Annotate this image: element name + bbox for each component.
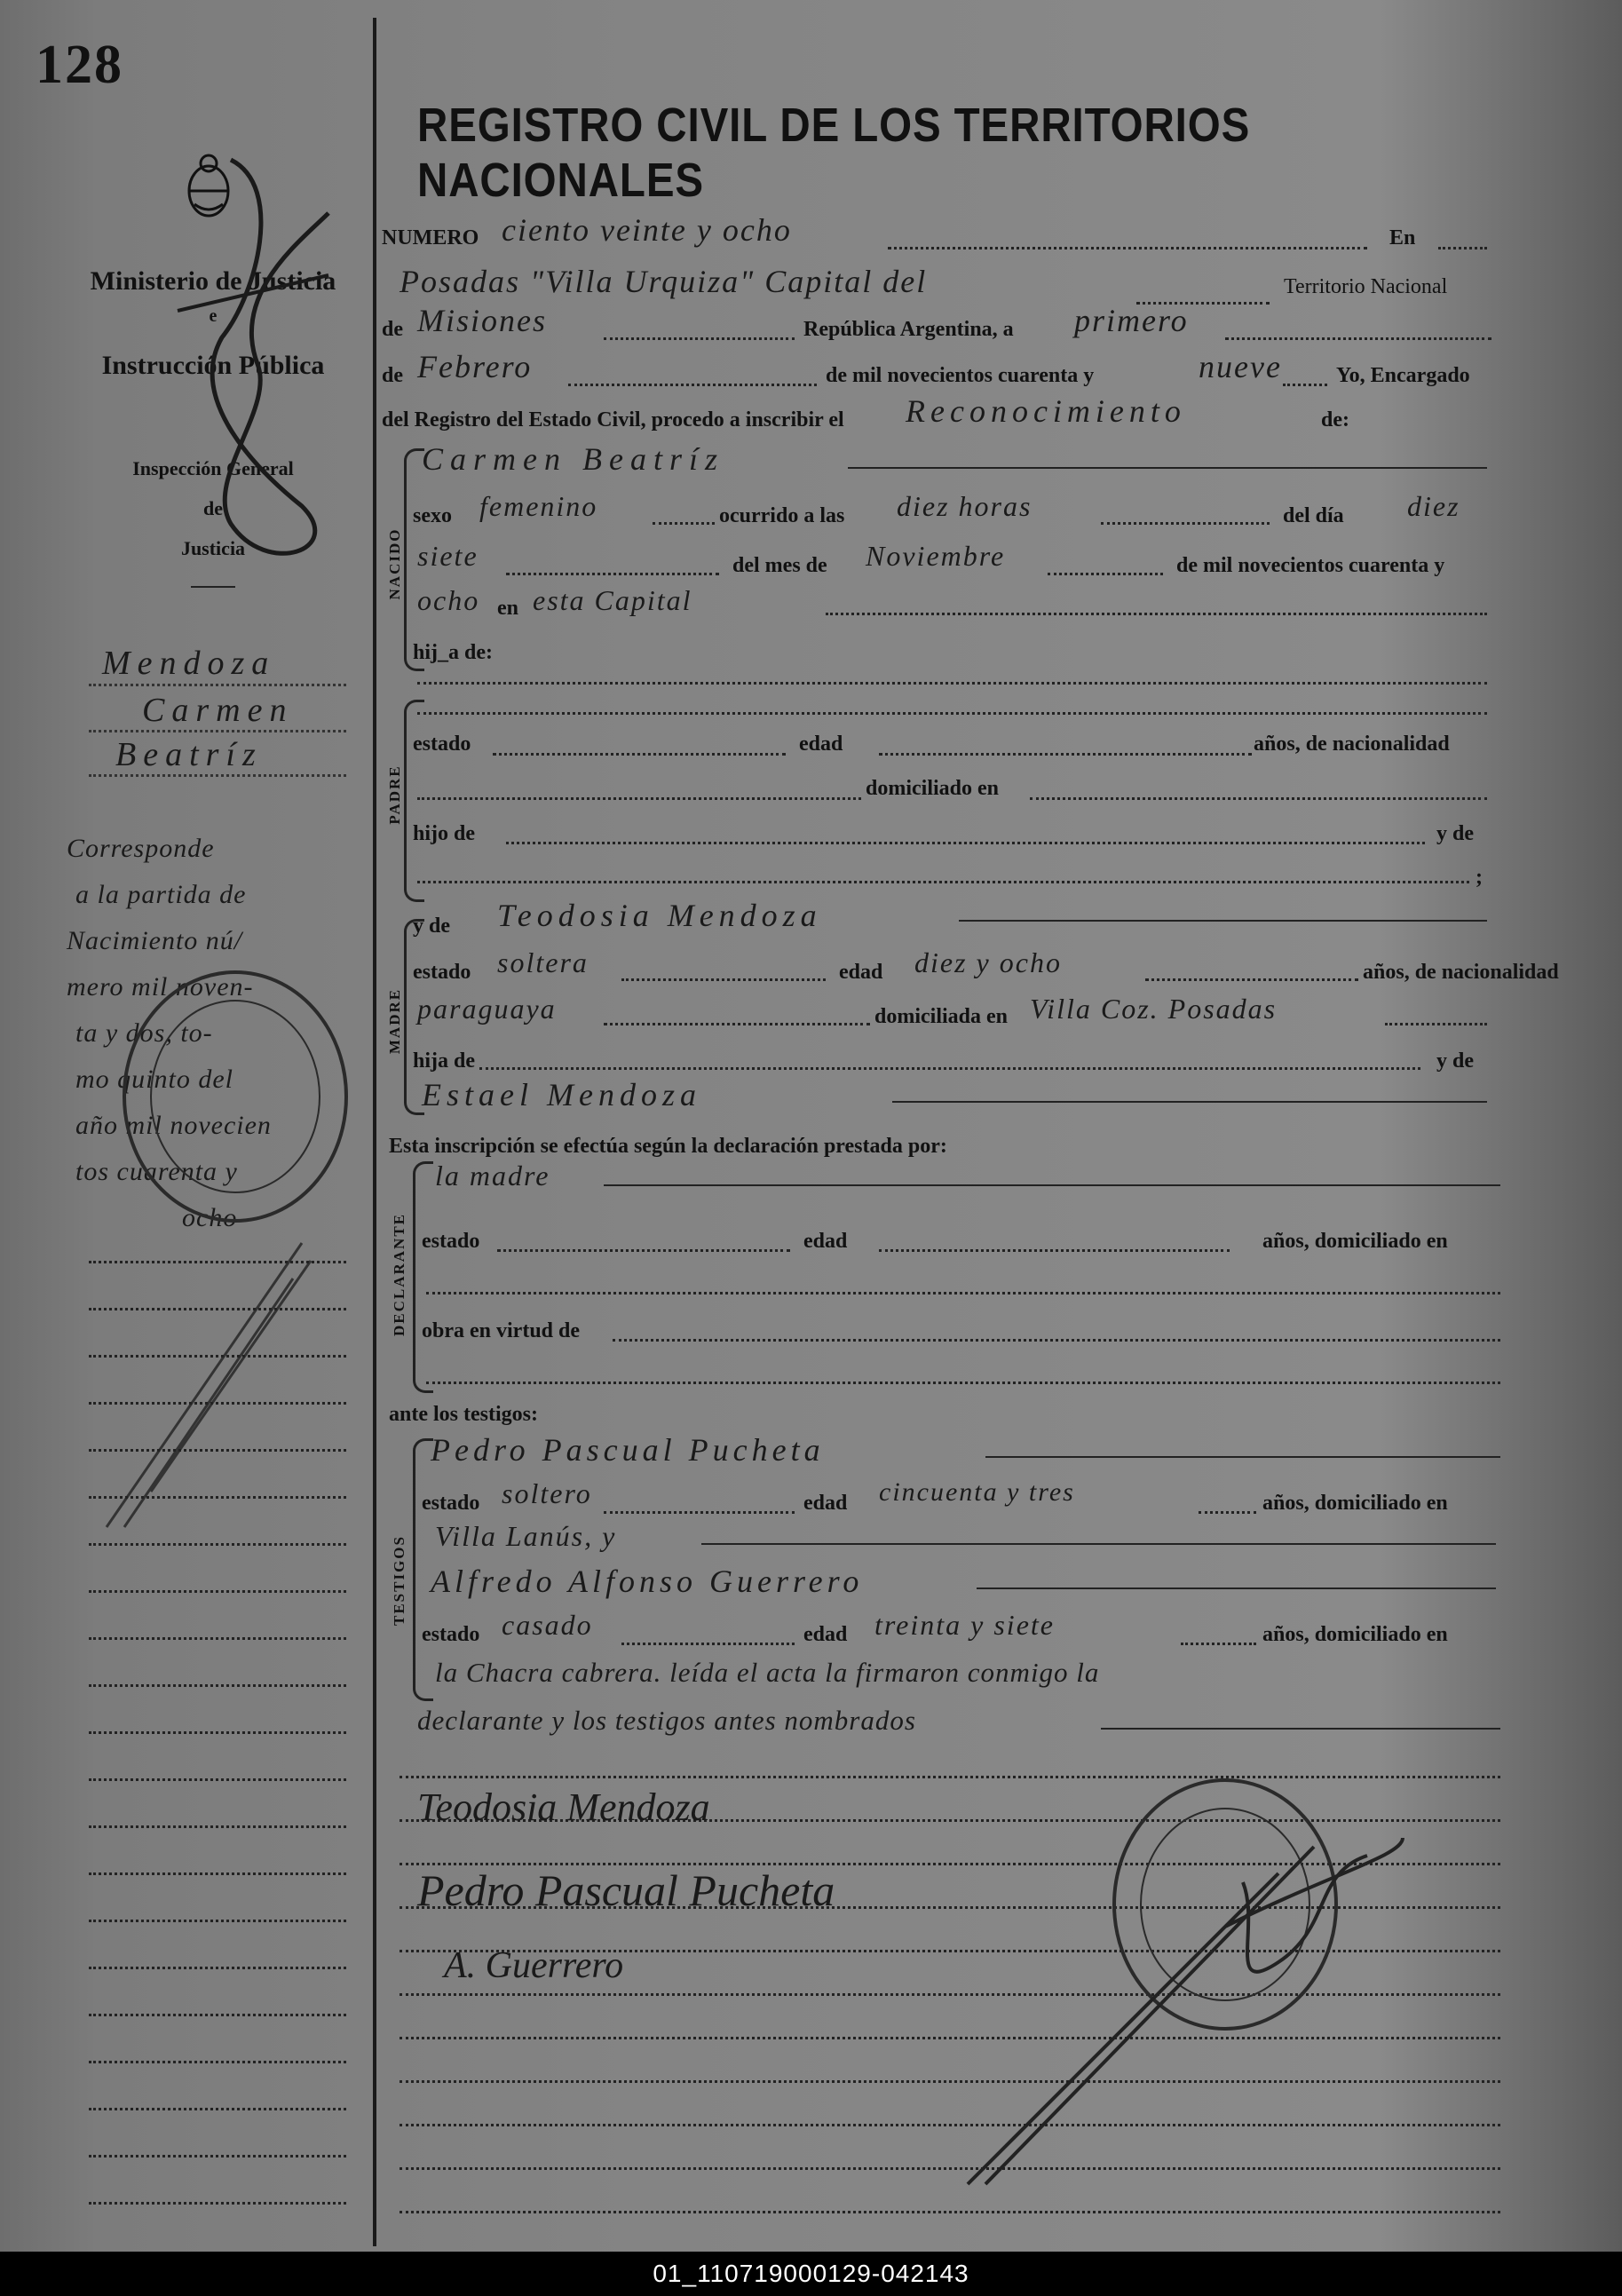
margin-name3: Beatríz [115, 736, 263, 773]
label-del-dia: del día [1283, 504, 1344, 527]
field-madre-domicilio: Villa Coz. Posadas [1030, 993, 1278, 1025]
field-hora: diez horas [897, 490, 1033, 522]
field-cierre: declarante y los testigos antes nombrados [417, 1705, 916, 1736]
side-label-madre: MADRE [386, 987, 403, 1055]
label-domiciliada: domiciliada en [874, 1005, 1009, 1028]
field-madre-estado: soltera [497, 946, 589, 978]
label-anos-dom-declarante: años, domiciliado en [1262, 1230, 1448, 1253]
field-numero: ciento veinte y ocho [502, 212, 792, 248]
margin-ruled-line [89, 1261, 346, 1263]
field-testigo1-estado: soltero [502, 1477, 592, 1509]
side-label-declarante: DECLARANTE [391, 1212, 407, 1336]
field-madre-hija-de: Estael Mendoza [422, 1077, 701, 1112]
label-ocurrido: ocurrido a las [719, 504, 845, 527]
label-en: En [1389, 226, 1416, 249]
field-mes-nac: Noviembre [866, 540, 1006, 572]
label-anos-dom-testigo2: años, domiciliado en [1262, 1623, 1448, 1646]
field-testigo2-estado: casado [502, 1609, 593, 1641]
margin-ruled-line [89, 1872, 346, 1875]
label-edad-madre: edad [839, 961, 883, 984]
margin-note-line: ta y dos, to- [75, 1018, 213, 1048]
label-hija-de: hija de [413, 1049, 476, 1073]
margin-note-line: Nacimiento nú/ [67, 926, 243, 955]
margin-ruled-line [89, 2108, 346, 2110]
margin-ruled-line [89, 1825, 346, 1828]
margin-ruled-line [89, 1778, 346, 1781]
field-nombre: Carmen Beatríz [422, 441, 724, 477]
field-madre-edad: diez y ocho [914, 946, 1062, 978]
margin-note-line: Corresponde [67, 834, 215, 863]
margin-ruled-line [89, 1731, 346, 1734]
margin-name1: Mendoza [102, 645, 276, 682]
label-territorio: Territorio Nacional [1284, 275, 1448, 298]
label-estado-testigo2: estado [422, 1623, 480, 1646]
official-stamp-icon [115, 963, 355, 1230]
margin-ruled-line [89, 1449, 346, 1452]
margin-note-line: año mil novecien [75, 1111, 272, 1140]
margin-divider [373, 18, 376, 2246]
label-de-mil2: de mil novecientos cuarenta y [1176, 554, 1445, 577]
field-territorio: Misiones [417, 303, 547, 338]
folio-number: 128 [36, 35, 123, 95]
field-testigo1-edad: cincuenta y tres [879, 1477, 1075, 1507]
inspection-line3: Justicia [180, 537, 246, 559]
margin-ruled-line [89, 1967, 346, 1969]
footer-caption: 01_110719000129-042143 [0, 2252, 1622, 2296]
label-anos-dom-testigo1: años, domiciliado en [1262, 1492, 1448, 1515]
label-estado-padre: estado [413, 732, 471, 756]
field-testigo2-domicilio: la Chacra cabrera. leída el acta la firmaron conmigo la [435, 1657, 1100, 1688]
field-anio-nac: ocho [417, 584, 480, 616]
label-estado-madre: estado [413, 961, 471, 984]
field-madre-nacionalidad: paraguaya [417, 993, 557, 1025]
margin-ruled-line [89, 2202, 346, 2205]
label-y-de-madre2: y de [1436, 1049, 1474, 1073]
margin-ruled-line [89, 2155, 346, 2157]
label-declaracion: Esta inscripción se efectúa según la declaración prestada por: [389, 1135, 947, 1158]
field-acto: Reconocimiento [906, 393, 1186, 429]
margin-ruled-line [89, 2061, 346, 2063]
field-dia-nac2: siete [417, 540, 479, 572]
ministry-line3: Instrucción Pública [101, 351, 325, 380]
field-testigo1-domicilio: Villa Lanús, y [435, 1520, 617, 1552]
margin-note-line: ocho [182, 1203, 238, 1232]
label-edad-testigo1: edad [803, 1492, 848, 1515]
label-de-mes: de [382, 364, 403, 387]
field-dia: primero [1074, 303, 1189, 338]
label-estado-declarante: estado [422, 1230, 480, 1253]
label-semicolon: ; [1476, 866, 1483, 889]
margin-note-line: mo quinto del [75, 1065, 233, 1094]
label-edad-padre: edad [799, 732, 843, 756]
margin-name2: Carmen [142, 692, 294, 729]
document-title: REGISTRO CIVIL DE LOS TERRITORIOS NACIONALES [417, 99, 1251, 207]
field-dia-nac: diez [1407, 490, 1460, 522]
label-del-mes: del mes de [732, 554, 827, 577]
field-declarante: la madre [435, 1160, 550, 1192]
margin-note-line: mero mil noven- [67, 972, 254, 1002]
field-mes: Febrero [417, 349, 533, 384]
margin-note-line: tos cuarenta y [75, 1157, 238, 1186]
label-obra: obra en virtud de [422, 1319, 581, 1342]
ruled-line [400, 2211, 1500, 2213]
label-anos-nac-madre: años, de nacionalidad [1363, 961, 1559, 984]
label-y-de-madre: y de [413, 914, 450, 938]
field-testigo2: Alfredo Alfonso Guerrero [431, 1564, 864, 1599]
label-edad-testigo2: edad [803, 1623, 848, 1646]
margin-ruled-line [89, 1920, 346, 1922]
label-hijo-a-de: hij_a de: [413, 641, 493, 664]
signature-declarante: Teodosia Mendoza [417, 1785, 710, 1829]
side-label-testigos: TESTIGOS [391, 1535, 407, 1626]
field-lugar-nac: esta Capital [533, 584, 692, 616]
label-de: de [382, 318, 403, 341]
margin-ruled-line [89, 1355, 346, 1358]
inspection-line1: Inspección General [132, 457, 294, 479]
margin-ruled-line [89, 1308, 346, 1310]
label-yo: Yo, Encargado [1336, 364, 1470, 387]
margin-ruled-line [89, 1402, 346, 1405]
margin-scribble [124, 133, 355, 595]
signature-testigo1: Pedro Pascual Pucheta [417, 1865, 835, 1915]
label-sexo: sexo [413, 504, 452, 527]
label-republica: República Argentina, a [803, 318, 1014, 341]
margin-ruled-line [89, 1496, 346, 1499]
label-anos-nac-padre: años, de nacionalidad [1254, 732, 1450, 756]
signature-testigo2: A. Guerrero [444, 1945, 624, 1986]
label-edad-declarante: edad [803, 1230, 848, 1253]
inspection-line2: de [203, 497, 223, 519]
label-en-lugar: en [497, 597, 518, 620]
ministry-line1: Ministerio de Justicia [90, 266, 336, 296]
label-domiciliado-padre: domiciliado en [866, 777, 1000, 800]
label-testigos: ante los testigos: [389, 1403, 538, 1426]
label-hijo-de-padre: hijo de [413, 822, 476, 845]
label-y-de-padre: y de [1436, 822, 1474, 845]
field-testigo1: Pedro Pascual Pucheta [431, 1432, 825, 1468]
field-madre-nombre: Teodosia Mendoza [497, 898, 822, 933]
label-numero: NUMERO [382, 226, 479, 249]
margin-ruled-line [89, 1637, 346, 1640]
official-signature [959, 1820, 1420, 2193]
field-testigo2-edad: treinta y siete [874, 1609, 1055, 1641]
margin-note-line: a la partida de [75, 880, 247, 909]
field-lugar: Posadas "Villa Urquiza" Capital del [400, 264, 928, 299]
label-registro: del Registro del Estado Civil, procedo a inscribir el [382, 408, 844, 431]
margin-ruled-line [89, 1543, 346, 1546]
margin-ruled-line [89, 2014, 346, 2016]
ministry-line2: e [209, 306, 218, 326]
margin-ruled-line [89, 1684, 346, 1687]
side-label-nacido: NACIDO [386, 527, 403, 600]
label-de-colon: de: [1321, 408, 1349, 431]
side-label-padre: PADRE [386, 764, 403, 825]
label-de-mil: de mil novecientos cuarenta y [826, 364, 1095, 387]
label-estado-testigo1: estado [422, 1492, 480, 1515]
field-sexo: femenino [479, 490, 598, 522]
margin-ruled-line [89, 1590, 346, 1593]
field-anio: nueve [1199, 349, 1282, 384]
